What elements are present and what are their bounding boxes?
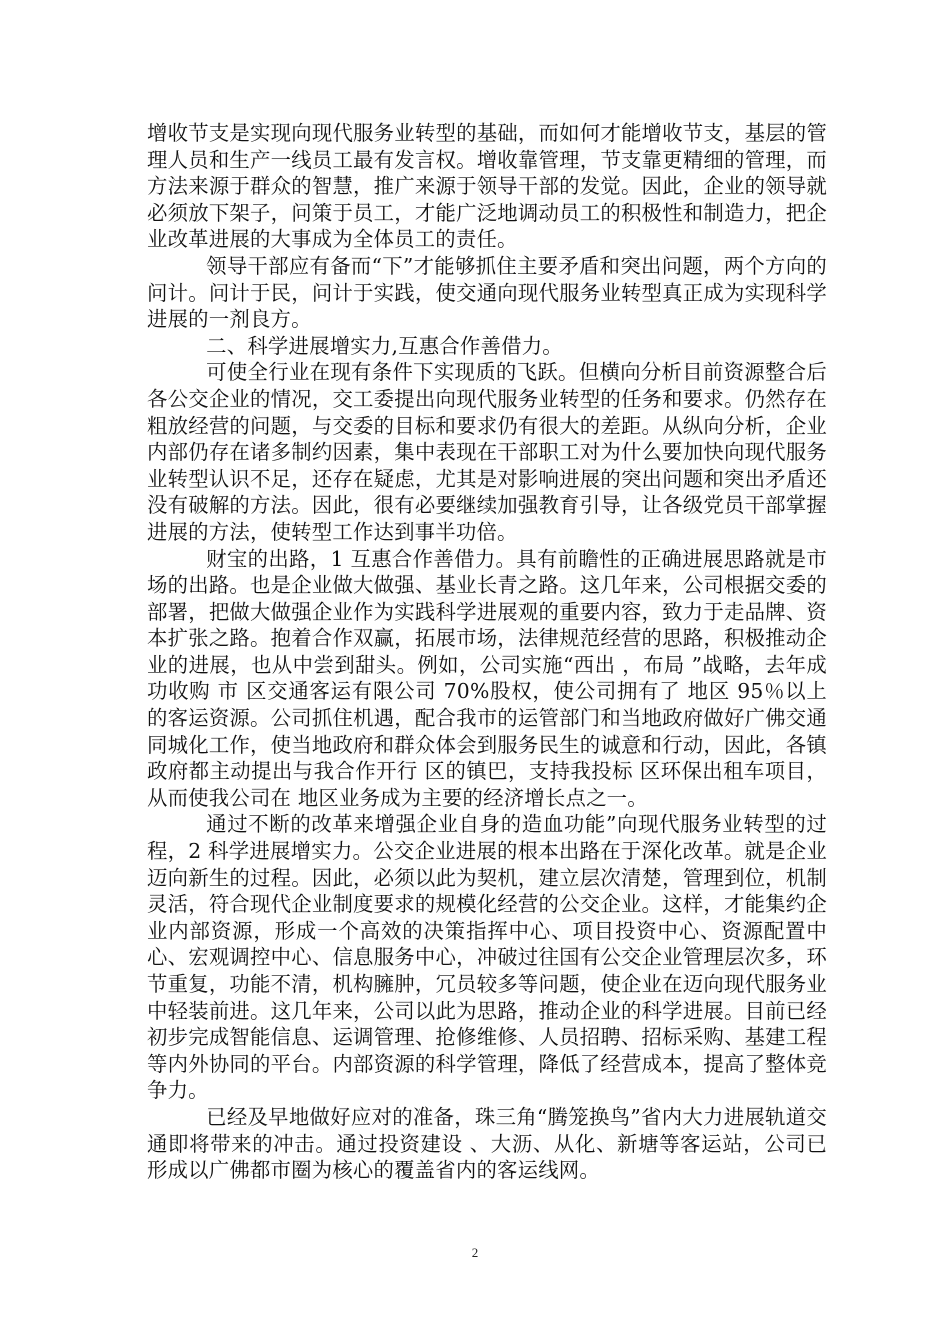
paragraph-2: 领导干部应有备而“下”才能够抓住主要矛盾和突出问题，两个方向的问计。问计于民，问计于实践，使交通向现代服务业转型真正成为实现科学进展的一剂良方。 (147, 253, 827, 332)
paragraph-6: 已经及早地做好应对的准备，珠三角“腾笼换鸟”省内大力进展轨道交通即将带来的冲击。通过投资建设 、大沥、从化、新塘等客运站，公司已形成以广佛都市圈为核心的覆盖省内的客运线网。 (147, 1104, 827, 1183)
paragraph-5: 通过不断的改革来增强企业自身的造血功能”向现代服务业转型的过程，2 科学进展增实力。公交企业进展的根本出路在于深化改革。就是企业迈向新生的过程。因此，必须以此为契机，建立层次清楚，管理到位，机制灵活，符合现代企业制度要求的规模化经营的公交企业。这样，才能集约企业内部资源，形成一个高效的决策指挥中心、项目投资中心、资源配置中心、宏观调控中心、信息服务中心，冲破过往国有公交企业管理层次多，环节重复，功能不清，机构臃肿，冗员较多等问题，使企业在迈向现代服务业中轻装前进。这几年来，公司以此为思路，推动企业的科学进展。目前已经初步完成智能信息、运调管理、抢修维修、人员招聘、招标采购、基建工程等内外协同的平台。内部资源的科学管理，降低了经营成本，提高了整体竞争力。 (147, 812, 827, 1103)
paragraph-4: 财宝的出路，1 互惠合作善借力。具有前瞻性的正确进展思路就是市场的出路。也是企业做大做强、基业长青之路。这几年来，公司根据交委的部署，把做大做强企业作为实践科学进展观的重要内容，致力于走品牌、资本扩张之路。抱着合作双赢，拓展市场，法律规范经营的思路，积极推动企业的进展，也从中尝到甜头。例如，公司实施“西出 ，布局 ”战略，去年成功收购 市 区交通客运有限公司 70%股权，使公司拥有了 地区 95％以上的客运资源。公司抓住机遇，配合我市的运管部门和当地政府做好广佛交通同城化工作，使当地政府和群众体会到服务民生的诚意和行动，因此，各镇政府都主动提出与我合作开行 区的镇巴，支持我投标 区环保出租车项目，从而使我公司在 地区业务成为主要的经济增长点之一。 (147, 546, 827, 810)
paragraph-3: 可使全行业在现有条件下实现质的飞跃。但横向分析目前资源整合后各公交企业的情况，交工委提出向现代服务业转型的任务和要求。仍然存在粗放经营的问题，与交委的目标和要求仍有很大的差距。从纵向分析，企业内部仍存在诸多制约因素，集中表现在干部职工对为什么要加快向现代服务业转型认识不足，还存在疑虑，尤其是对影响进展的突出问题和突出矛盾还没有破解的方法。因此，很有必要继续加强教育引导，让各级党员干部掌握进展的方法，使转型工作达到事半功倍。 (147, 360, 827, 544)
section-heading: 二、科学进展增实力,互惠合作善借力。 (206, 333, 563, 358)
document-body (147, 120, 827, 1184)
paragraph-1: 增收节支是实现向现代服务业转型的基础，而如何才能增收节支，基层的管理人员和生产一线员工最有发言权。增收靠管理，节支靠更精细的管理，而方法来源于群众的智慧，推广来源于领导干部的发觉。因此，企业的领导就必须放下架子，问策于员工，才能广泛地调动员工的积极性和制造力，把企业改革进展的大事成为全体员工的责任。 (147, 121, 827, 252)
page-number: 2 (471, 1245, 479, 1260)
